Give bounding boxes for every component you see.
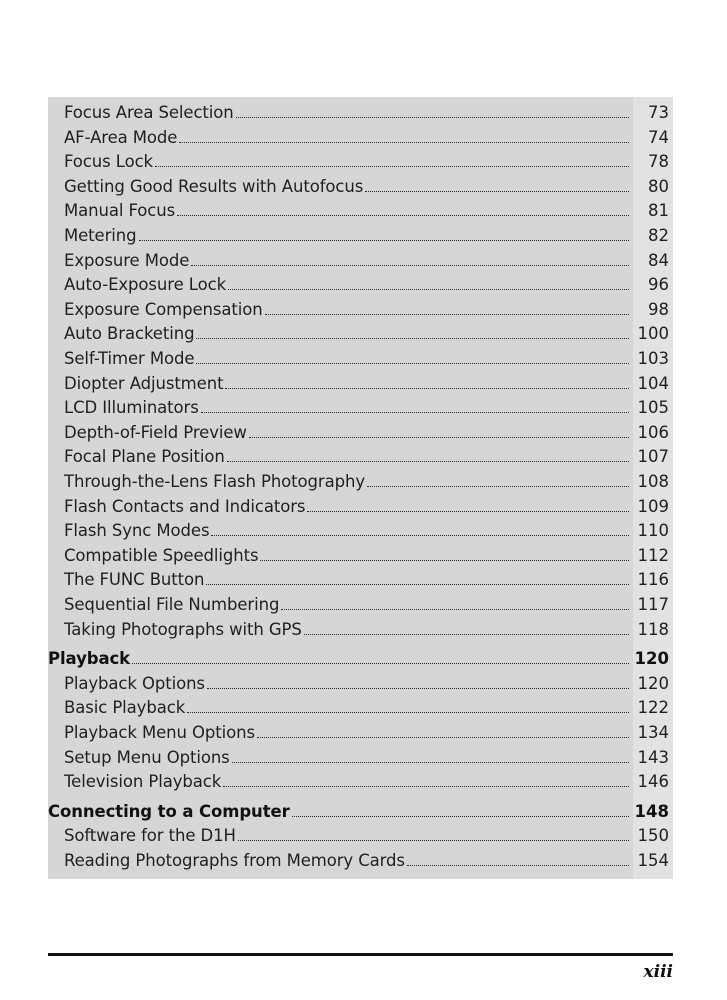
toc-entry[interactable]	[48, 670, 673, 694]
dot-leader	[196, 362, 629, 364]
toc-entry-page-number: 116	[637, 570, 669, 590]
toc-entry-page-number: 150	[637, 826, 669, 846]
toc-entry-title: Through-the-Lens Flash Photography	[64, 472, 365, 491]
toc-entry[interactable]	[48, 768, 673, 792]
toc-entry-page-number: 110	[637, 521, 669, 541]
toc-entry[interactable]	[48, 124, 673, 148]
toc-entry-page-number: 120	[634, 649, 669, 669]
toc-entry-page-number: 117	[637, 595, 669, 614]
toc-entry[interactable]	[48, 296, 673, 320]
toc-entry-page-number: 82	[648, 226, 669, 245]
dot-leader	[407, 864, 629, 866]
toc-entry-title: Playback	[48, 649, 131, 669]
dot-leader	[260, 559, 629, 561]
toc-entry[interactable]	[48, 345, 673, 369]
toc-entry[interactable]	[48, 468, 673, 492]
toc-entry-page-number: 100	[637, 324, 669, 344]
dot-leader	[304, 633, 629, 635]
toc-entry-title: Manual Focus	[64, 201, 176, 221]
toc-entry-title: Depth-of-Field Preview	[64, 422, 247, 442]
toc-entry-page-number: 104	[637, 373, 669, 393]
dot-leader	[249, 436, 629, 438]
dot-leader	[257, 736, 629, 738]
toc-entry-page-number: 134	[637, 723, 669, 742]
toc-entry[interactable]	[48, 847, 673, 871]
toc-entry-title: Focus Area Selection	[64, 103, 234, 122]
toc-entry-page-number: 105	[637, 398, 669, 418]
dot-leader	[191, 264, 629, 266]
dot-leader	[265, 313, 629, 315]
toc-entry-page-number: 112	[637, 545, 669, 565]
footer-rule	[48, 953, 673, 956]
toc-entry-page-number: 80	[648, 176, 669, 196]
toc-entry-title: Playback Options	[64, 673, 205, 693]
toc-entry-page-number: 122	[637, 698, 669, 718]
toc-entry[interactable]	[48, 517, 673, 541]
toc-entry-title: Reading Photographs from Memory Cards	[64, 851, 405, 870]
toc-entry-title: The FUNC Button	[64, 570, 205, 590]
dot-leader	[238, 839, 629, 841]
toc-entry-title: Basic Playback	[64, 698, 186, 718]
toc-entry[interactable]	[48, 247, 673, 271]
dot-leader	[232, 761, 629, 763]
toc-entry-title: Sequential File Numbering	[64, 595, 280, 614]
toc-entry-title: Focal Plane Position	[64, 447, 225, 467]
toc-entry-page-number: 154	[637, 851, 669, 870]
toc-entry[interactable]	[48, 822, 673, 846]
dot-leader	[307, 510, 629, 512]
toc-entry-page-number: 143	[637, 747, 669, 767]
toc-entry-title: Exposure Compensation	[64, 299, 263, 319]
dot-leader	[207, 687, 629, 689]
toc-entry-title: Flash Sync Modes	[64, 521, 210, 541]
toc-entry-title: Connecting to a Computer	[48, 801, 290, 821]
toc-entry-page-number: 78	[648, 152, 669, 172]
toc-entry-page-number: 73	[648, 103, 669, 122]
toc-entry[interactable]	[48, 493, 673, 517]
toc-entry[interactable]	[48, 320, 673, 344]
toc-entry-page-number: 103	[637, 349, 669, 368]
toc-entry[interactable]	[48, 542, 673, 566]
toc-entry-title: Compatible Speedlights	[64, 545, 259, 565]
dot-leader	[236, 116, 629, 118]
toc-entry-title: Taking Photographs with GPS	[64, 619, 302, 639]
toc-entry[interactable]	[48, 173, 673, 197]
toc-entry-page-number: 98	[648, 299, 669, 319]
toc-entry-page-number: 74	[648, 127, 669, 147]
dot-leader	[206, 583, 629, 585]
toc-entry[interactable]	[48, 419, 673, 443]
toc-entry-title: Self-Timer Mode	[64, 349, 195, 368]
toc-entry-page-number: 107	[637, 447, 669, 467]
toc-entry-title: Focus Lock	[64, 152, 153, 172]
dot-leader	[132, 662, 629, 664]
toc-entry-page-number: 120	[637, 673, 669, 693]
toc-entry[interactable]	[48, 566, 673, 590]
dot-leader	[211, 534, 629, 536]
toc-entry-title: Metering	[64, 226, 137, 245]
toc-entry[interactable]	[48, 443, 673, 467]
dot-leader	[155, 165, 629, 167]
toc-entry-page-number: 108	[637, 472, 669, 491]
toc-entry-title: Auto-Exposure Lock	[64, 275, 227, 295]
toc-entry-title: AF-Area Mode	[64, 127, 178, 147]
toc-entry-title: Diopter Adjustment	[64, 373, 224, 393]
toc-entry-title: Getting Good Results with Autofocus	[64, 176, 364, 196]
toc-entry[interactable]	[48, 394, 673, 418]
toc-entry-page-number: 96	[648, 275, 669, 295]
dot-leader	[225, 387, 629, 389]
dot-leader	[367, 485, 629, 487]
dot-leader	[187, 711, 629, 713]
toc-entry-title: Television Playback	[64, 772, 222, 792]
page-folio: xiii	[643, 962, 673, 982]
dot-leader	[281, 608, 629, 610]
toc-entry-title: LCD Illuminators	[64, 398, 199, 418]
toc-entry[interactable]	[48, 370, 673, 394]
toc-entry[interactable]	[48, 744, 673, 768]
dot-leader	[223, 785, 629, 787]
dot-leader	[201, 411, 629, 413]
toc-entry[interactable]	[48, 222, 673, 246]
dot-leader	[139, 239, 629, 241]
toc-section-entry[interactable]	[48, 645, 673, 669]
toc-entry[interactable]	[48, 616, 673, 640]
toc-entry[interactable]	[48, 99, 673, 123]
toc-entry-title: Exposure Mode	[64, 250, 190, 270]
toc-entry-title: Auto Bracketing	[64, 324, 195, 344]
dot-leader	[179, 141, 629, 143]
toc-section-entry[interactable]	[48, 798, 673, 822]
toc-entry[interactable]	[48, 719, 673, 743]
toc-entry[interactable]	[48, 197, 673, 221]
toc-entry[interactable]	[48, 694, 673, 718]
dot-leader	[365, 190, 629, 192]
toc-entry[interactable]	[48, 148, 673, 172]
dot-leader	[227, 460, 629, 462]
toc-entry-page-number: 106	[637, 422, 669, 442]
toc-entry-page-number: 84	[648, 250, 669, 270]
dot-leader	[228, 288, 629, 290]
toc-entry-page-number: 148	[634, 801, 669, 821]
dot-leader	[292, 815, 629, 817]
toc-entry-title: Setup Menu Options	[64, 747, 230, 767]
toc-entry-page-number: 81	[648, 201, 669, 221]
toc-entry[interactable]	[48, 271, 673, 295]
toc-entry-title: Software for the D1H	[64, 826, 236, 846]
toc-panel	[48, 97, 673, 879]
dot-leader	[196, 337, 629, 339]
toc-entry[interactable]	[48, 591, 673, 615]
toc-entry-title: Flash Contacts and Indicators	[64, 496, 306, 516]
toc-entry-title: Playback Menu Options	[64, 723, 255, 742]
dot-leader	[177, 214, 629, 216]
toc-entry-page-number: 146	[637, 772, 669, 792]
toc-entry-page-number: 109	[637, 496, 669, 516]
toc-entry-page-number: 118	[637, 619, 669, 639]
